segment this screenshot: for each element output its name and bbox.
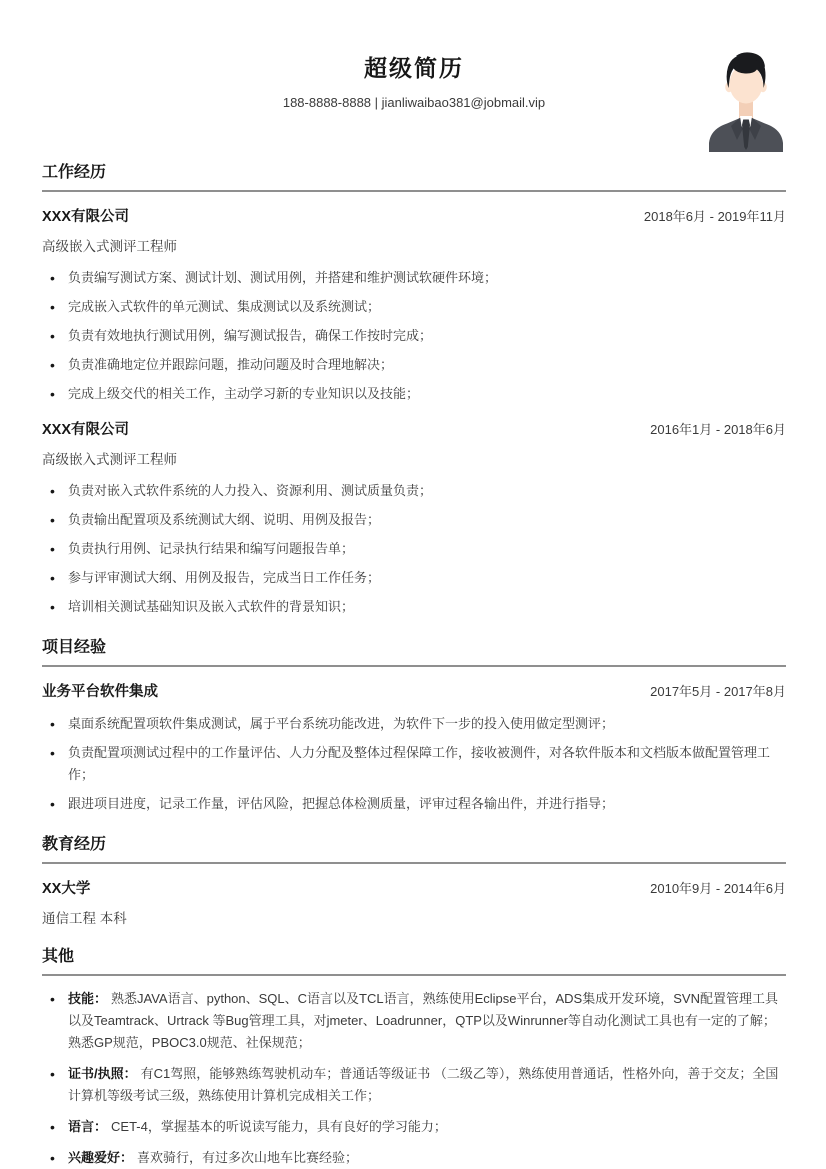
item-text: CET-4，掌握基本的听说读写能力，具有良好的学习能力； [111,1119,447,1134]
entry-header [42,877,786,898]
bullet-item: • 培训相关测试基础知识及嵌入式软件的背景知识； [42,596,786,618]
other-item-hobby [42,1147,786,1169]
degree-major: 通信工程 本科 [42,911,127,926]
item-label: 证书/执照： [68,1066,137,1081]
date-range: 2016年1月 - 2018年6月 [650,422,786,437]
other-item-certificates [42,1063,786,1107]
item-text: 熟悉JAVA语言、python、SQL、C语言以及TCL语言，熟练使用Eclipse平台，ADS集成开发环境，SVN配置管理工具以及Teamtrack、Urtrack 等Bug管理工具，对jmeter、Loadrunner，QTP以及Winrunner等自动化测试工具也有一定的了解；熟悉GP规范，PBOC3.0规范、社保规范； [68,991,778,1050]
bullet-item: • 负责执行用例、记录执行结果和编写问题报告单； [42,538,786,560]
bullet-list [42,713,786,815]
bullet-item: • 负责输出配置项及系统测试大纲、说明、用例及报告； [42,509,786,531]
item-label: 语言： [68,1119,108,1134]
avatar [706,47,786,152]
page-title: 超级简历 [364,55,464,81]
job-title: 高级嵌入式测评工程师 [42,452,177,467]
entry-header [42,680,786,701]
item-text: 喜欢骑行，有过多次山地车比赛经验； [137,1150,359,1165]
section-heading: 教育经历 [42,835,786,864]
bullet-item: • 跟进项目进度，记录工作量，评估风险，把握总体检测质量，评审过程各输出件，并进行指导； [42,793,786,815]
entry-header [42,418,786,439]
item-text: 有C1驾照，能够熟练驾驶机动车；普通话等级证书 （二级乙等），熟练使用普通话，性格外向，善于交友；全国计算机等级考试三级，熟练使用计算机完成相关工作； [68,1066,779,1103]
contact-line: 188-8888-8888 | jianliwaibao381@jobmail.vip [282,95,546,110]
date-range: 2010年9月 - 2014年6月 [650,881,786,896]
bullet-list [42,480,786,618]
other-item-language [42,1116,786,1138]
work-entry [42,418,786,618]
bullet-item: • 负责有效地执行测试用例，编写测试报告，确保工作按时完成； [42,325,786,347]
profile-person-icon [706,47,786,152]
bullet-item: • 负责配置项测试过程中的工作量评估、人力分配及整体过程保障工作，接收被测件，对各软件版本和文档版本做配置管理工作； [42,742,786,786]
bullet-list [42,267,786,405]
entry-header [42,205,786,226]
item-label: 兴趣爱好： [68,1150,134,1165]
section-education [42,835,786,927]
company-name: XXX有限公司 [42,209,130,225]
work-entry [42,205,786,405]
project-name: 业务平台软件集成 [42,684,158,700]
bullet-item: • 完成上级交代的相关工作，主动学习新的专业知识以及技能； [42,383,786,405]
section-heading: 项目经验 [42,638,786,667]
school-name: XX大学 [42,881,91,897]
section-heading: 工作经历 [42,163,786,192]
section-project-experience [42,638,786,815]
date-range: 2017年5月 - 2017年8月 [650,684,786,699]
section-other [42,947,786,1169]
section-heading: 其他 [42,947,786,976]
other-item-skills [42,988,786,1054]
item-label: 技能： [68,991,108,1006]
education-entry [42,877,786,927]
bullet-item: • 负责编写测试方案、测试计划、测试用例，并搭建和维护测试软硬件环境； [42,267,786,289]
bullet-item: • 完成嵌入式软件的单元测试、集成测试以及系统测试； [42,296,786,318]
section-work-experience [42,163,786,618]
job-title: 高级嵌入式测评工程师 [42,239,177,254]
company-name: XXX有限公司 [42,422,130,438]
date-range: 2018年6月 - 2019年11月 [643,209,786,224]
bullet-item: • 参与评审测试大纲、用例及报告，完成当日工作任务； [42,567,786,589]
bullet-item: • 负责对嵌入式软件系统的人力投入、资源利用、测试质量负责； [42,480,786,502]
project-entry [42,680,786,815]
resume-header [42,54,786,111]
bullet-list [42,988,786,1169]
bullet-item: • 桌面系统配置项软件集成测试，属于平台系统功能改进，为软件下一步的投入使用做定型测评； [42,713,786,735]
bullet-item: • 负责准确地定位并跟踪问题，推动问题及时合理地解决； [42,354,786,376]
